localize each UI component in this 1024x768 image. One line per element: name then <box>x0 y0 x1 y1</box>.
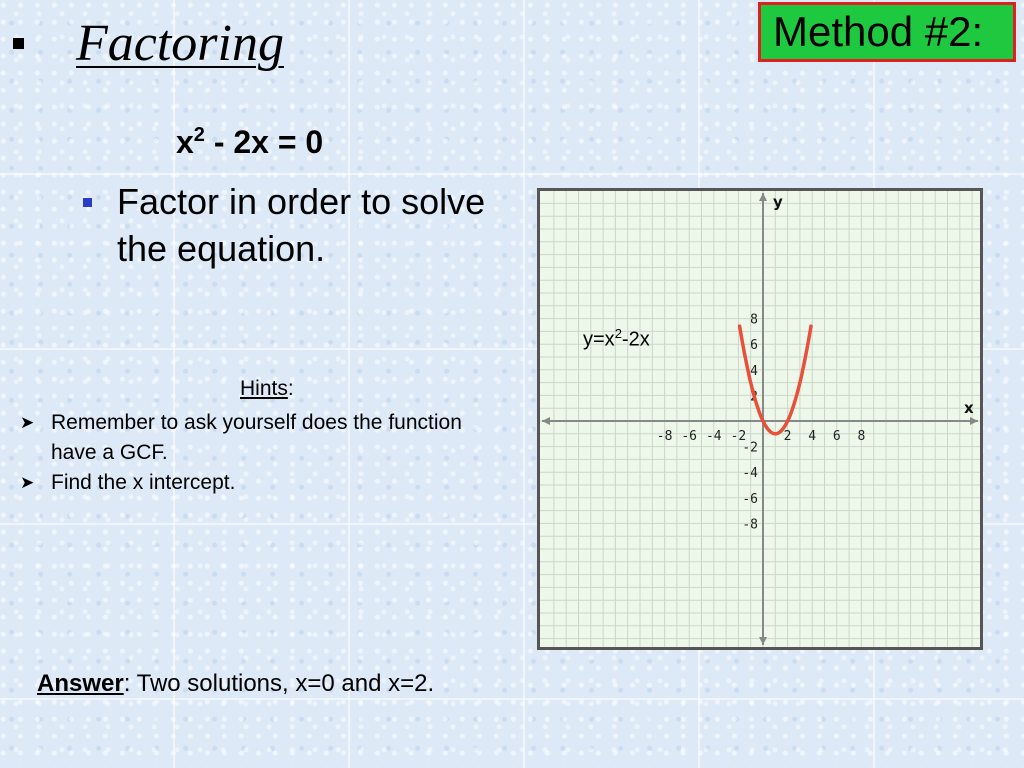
function-label-exponent: 2 <box>614 326 622 341</box>
x-tick-label: 6 <box>832 429 841 444</box>
list-item <box>20 408 480 468</box>
title-bullet-icon <box>13 38 24 49</box>
function-label-prefix: y=x <box>583 328 615 351</box>
x-tick-label: 8 <box>857 429 866 444</box>
hint-list <box>20 408 480 498</box>
y-tick-label: 6 <box>750 338 758 354</box>
method-badge: Method #2: <box>758 2 1016 62</box>
y-tick-label: -4 <box>742 466 758 482</box>
y-tick-label: 8 <box>750 312 758 328</box>
answer <box>37 670 434 698</box>
graph <box>537 188 983 650</box>
bullet-icon <box>83 198 92 207</box>
x-tick-label: -8 <box>656 429 673 444</box>
hints-colon: : <box>287 377 294 400</box>
arrow-bullet-icon: ➤ <box>20 413 35 432</box>
hints-label: Hints <box>240 377 288 400</box>
list-item <box>20 468 480 498</box>
x-tick-label: -2 <box>730 429 747 444</box>
y-axis-label: y <box>773 193 783 211</box>
x-axis-label: x <box>964 399 974 417</box>
y-tick-label: -2 <box>742 440 758 456</box>
y-tick-label: -8 <box>742 517 758 533</box>
y-tick-label: -6 <box>742 491 758 507</box>
x-tick-label: -6 <box>681 429 698 444</box>
answer-text: : Two solutions, x=0 and x=2. <box>123 670 435 697</box>
bullet-text: Factor in order to solve the equation. <box>117 181 486 269</box>
hint-text: Remember to ask yourself does the function have a GCF. <box>51 411 462 464</box>
equation-exponent: 2 <box>193 124 205 146</box>
equation-base: x <box>176 124 194 160</box>
x-tick-label: 4 <box>808 429 817 444</box>
x-tick-label: 2 <box>783 429 792 444</box>
y-tick-label: 2 <box>750 389 758 405</box>
plot-background <box>540 191 980 647</box>
answer-label: Answer <box>37 670 124 697</box>
y-tick-label: 4 <box>750 363 758 379</box>
graph-canvas <box>540 191 980 647</box>
x-tick-label: -4 <box>705 429 722 444</box>
arrow-bullet-icon: ➤ <box>20 473 35 492</box>
hints-heading <box>240 377 294 401</box>
slide-title: Factoring <box>76 15 284 72</box>
function-label-suffix: -2x <box>621 328 650 351</box>
equation <box>176 124 323 161</box>
function-label <box>583 326 650 352</box>
hint-text: Find the x intercept. <box>51 471 236 494</box>
equation-rest: - 2x = 0 <box>204 124 324 160</box>
